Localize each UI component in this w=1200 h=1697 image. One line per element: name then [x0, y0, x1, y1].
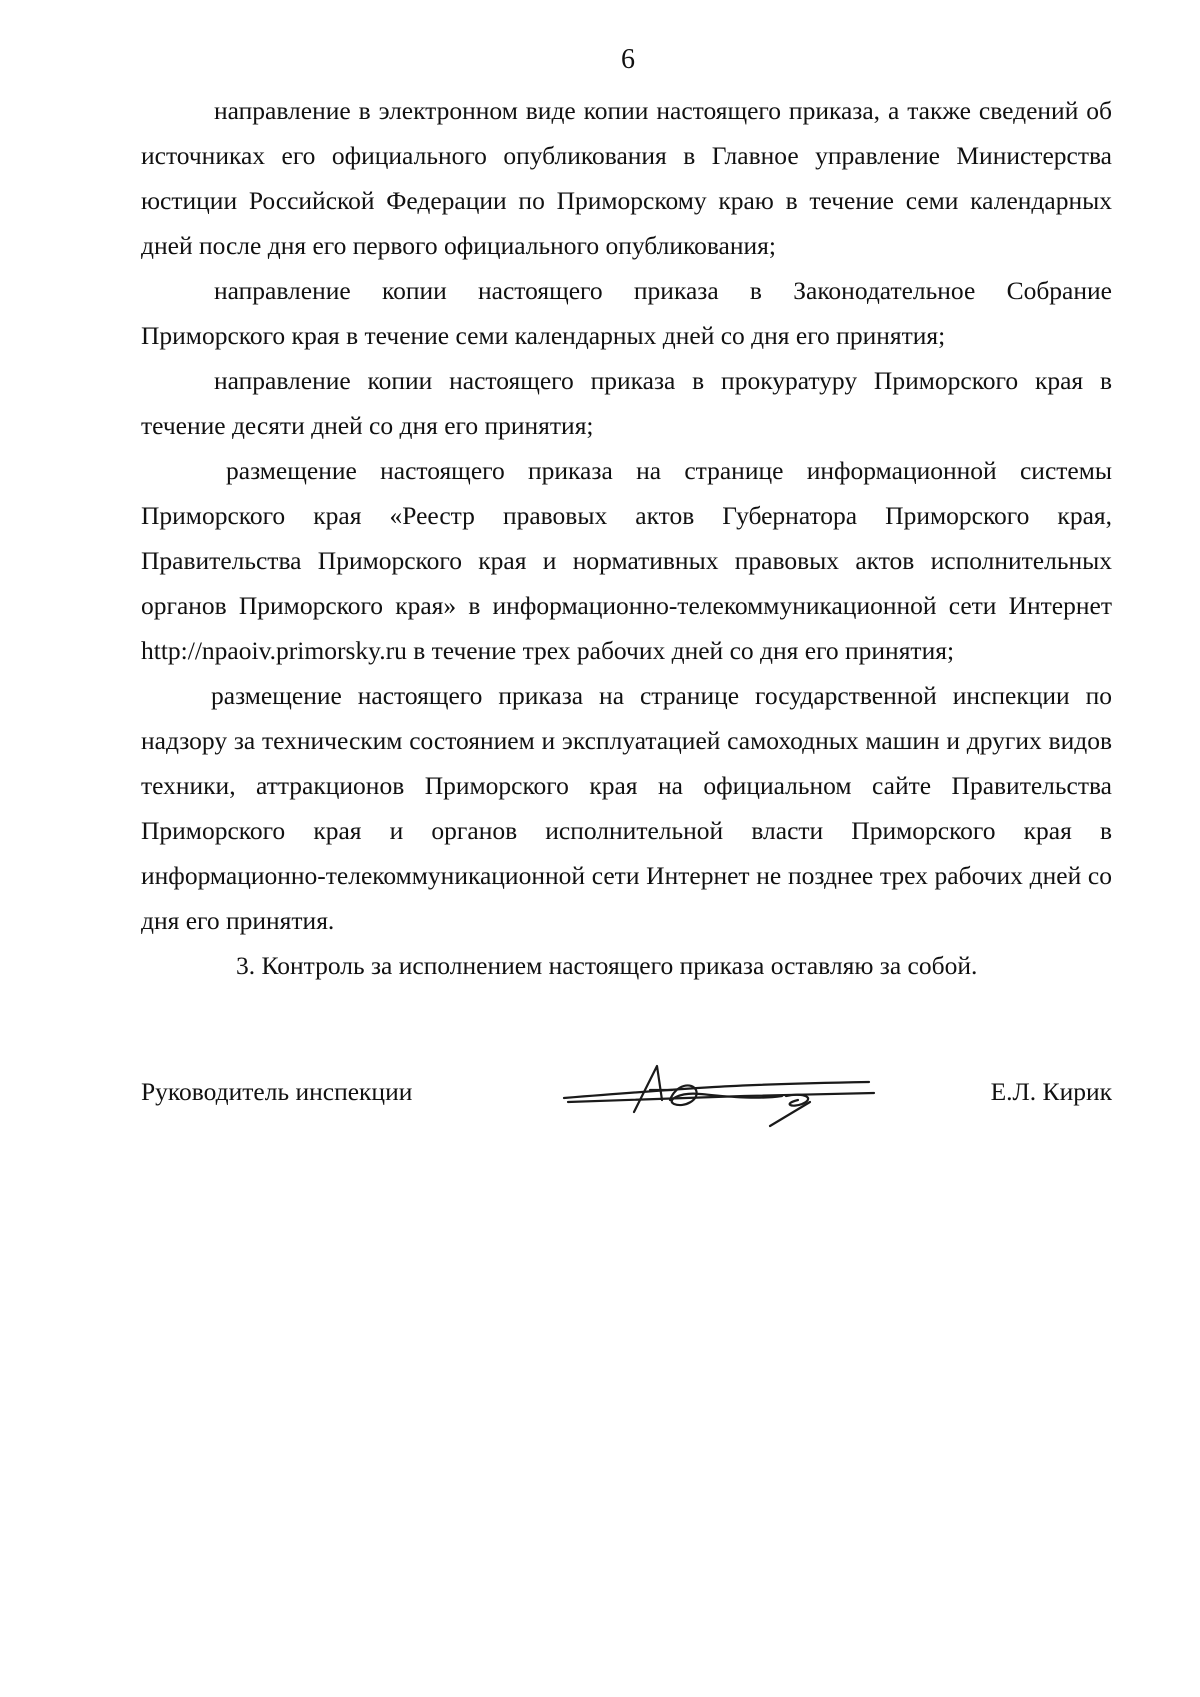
paragraph-publish-registry: размещение настоящего приказа на странице информационной системы Приморского края «Реестр правовых актов Губернатора Приморского края, Правительства Приморского края и нормативных правовых актов исполнительных органов Приморского края» в информационно-телекоммуникационной сети Интернет http://npaoiv.primorsky.ru в течение трех рабочих дней со дня его принятия; — [141, 456, 1112, 665]
handwritten-signature — [554, 1060, 884, 1140]
signatory-position: Руководитель инспекции — [141, 1077, 413, 1106]
paragraph-publish-inspection-site: размещение настоящего приказа на странице государственной инспекции по надзору за техническим состоянием и эксплуатацией самоходных машин и других видов техники, аттракционов Приморского края на официальном сайте Правительства Приморского края и органов исполнительной власти Приморского края в информационно-телекоммуникационной сети Интернет не позднее трех рабочих дней со дня его принятия. — [141, 681, 1112, 935]
signatory-name: Е.Л. Кирик — [990, 1077, 1112, 1106]
page-number: 6 — [621, 44, 635, 75]
paragraph-control-clause: 3. Контроль за исполнением настоящего приказа оставляю за собой. — [236, 951, 978, 980]
signature-block — [141, 1060, 1112, 1140]
paragraph-send-ministry-of-justice: направление в электронном виде копии настоящего приказа, а также сведений об источниках его официального опубликования в Главное управление Министерства юстиции Российской Федерации по Приморскому краю в течение семи календарных дней после дня его первого официального опубликования; — [141, 96, 1112, 260]
document-body — [141, 88, 1112, 988]
paragraph-send-prosecutor: направление копии настоящего приказа в прокуратуру Приморского края в течение десяти дней со дня его принятия; — [141, 366, 1112, 440]
paragraph-send-legislative-assembly: направление копии настоящего приказа в Законодательное Собрание Приморского края в течение семи календарных дней со дня его принятия; — [141, 276, 1112, 350]
